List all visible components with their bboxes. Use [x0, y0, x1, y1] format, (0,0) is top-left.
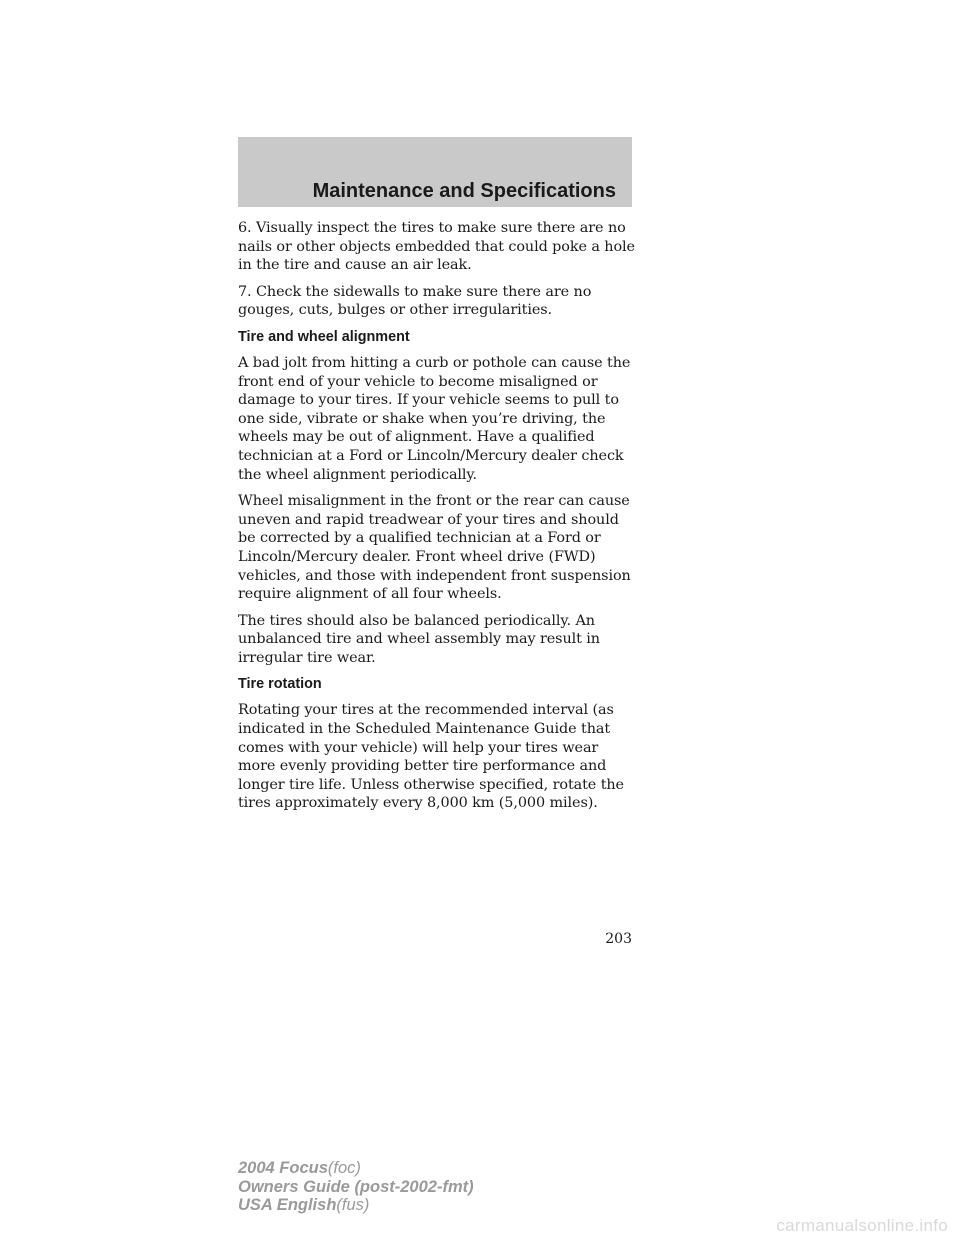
alignment-paragraph-1: A bad jolt from hitting a curb or pothole can cause the front end of your vehicle to become misaligned or damage to your tires. If your vehicle seems to pull to one side, vibrate or shake when you’re driving, the wheels may be out of alignment. Have a qualified technician at a Ford or Lincoln/Mercury dealer check the wheel alignment periodically.	[238, 354, 631, 483]
footer-line-model	[238, 1159, 474, 1178]
footer-guide: Owners Guide (post-2002-fmt)	[238, 1177, 474, 1196]
site-watermark: carmanualsonline.info	[776, 1216, 948, 1235]
section-title: Maintenance and Specifications	[312, 180, 616, 202]
section-header-band	[238, 137, 632, 207]
rotation-heading: Tire rotation	[238, 676, 322, 693]
document-footer	[238, 1159, 474, 1215]
step-6-paragraph: 6. Visually inspect the tires to make sure there are no nails or other objects embedded that could poke a hole in the tire and cause an air leak.	[238, 220, 635, 274]
page-number: 203	[605, 931, 632, 947]
step-7-paragraph: 7. Check the sidewalls to make sure there are no gouges, cuts, bulges or other irregularities.	[238, 283, 592, 319]
alignment-paragraph-2: Wheel misalignment in the front or the rear can cause uneven and rapid treadwear of your tires and should be corrected by a qualified technician at a Ford or Lincoln/Mercury dealer. Front wheel drive (FWD) vehicles, and those with independent front suspension require alignment of all four wheels.	[238, 493, 631, 603]
footer-line-guide	[238, 1178, 474, 1197]
alignment-paragraph-3: The tires should also be balanced periodically. An unbalanced tire and wheel assembly may result in irregular tire wear.	[238, 612, 600, 666]
page-content	[238, 219, 638, 821]
footer-model-code: (foc)	[327, 1159, 361, 1177]
alignment-heading: Tire and wheel alignment	[238, 328, 410, 345]
footer-language: USA English	[238, 1196, 337, 1214]
footer-line-language	[238, 1196, 474, 1215]
rotation-paragraph: Rotating your tires at the recommended interval (as indicated in the Scheduled Maintenance Guide that comes with your vehicle) will help your tires wear more evenly providing better tire performance and longer tire life. Unless otherwise specified, rotate the tires approximately every 8,000 km (5,000 miles).	[238, 702, 624, 812]
footer-language-code: (fus)	[336, 1196, 370, 1214]
footer-model: 2004 Focus	[238, 1159, 328, 1177]
